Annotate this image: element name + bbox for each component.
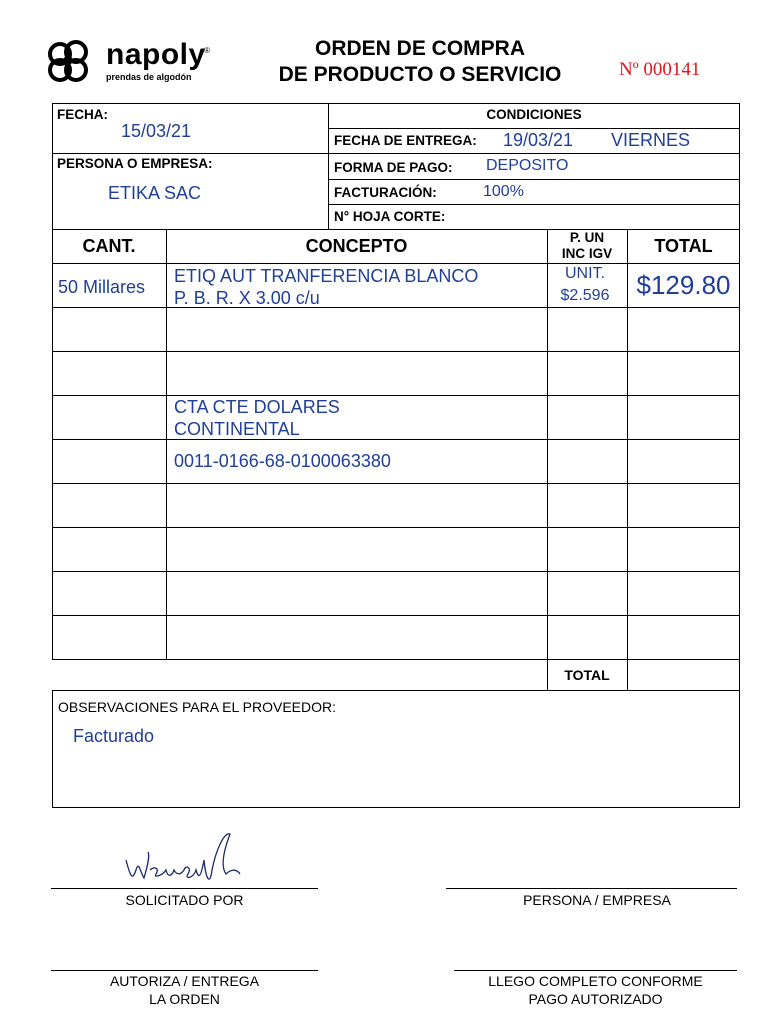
brand-name: napoly bbox=[106, 38, 206, 71]
handwritten-signature bbox=[120, 830, 250, 890]
bank-line2: CONTINENTAL bbox=[174, 419, 300, 439]
divider bbox=[328, 179, 740, 180]
fecha-entrega-label: FECHA DE ENTREGA: bbox=[334, 133, 477, 148]
brand-tagline: prendas de algodón bbox=[106, 72, 192, 82]
col-header-total: TOTAL bbox=[654, 236, 713, 256]
divider bbox=[52, 263, 740, 264]
item-cant: 50 Millares bbox=[58, 277, 146, 297]
divider bbox=[52, 615, 740, 616]
napoly-logo-icon bbox=[46, 40, 98, 84]
persona-value: ETIKA SAC bbox=[108, 183, 202, 203]
fecha-entrega-value: 19/03/21 bbox=[503, 130, 574, 150]
signature-line-llego bbox=[454, 970, 737, 971]
facturacion-value: 100% bbox=[483, 183, 524, 200]
divider bbox=[328, 204, 740, 205]
document-title-line1: ORDEN DE COMPRA bbox=[314, 37, 525, 60]
divider bbox=[52, 571, 740, 572]
col-header-punit-line1: P. UN bbox=[569, 230, 605, 245]
forma-pago-label: FORMA DE PAGO: bbox=[334, 160, 453, 175]
llego-label-line2: PAGO AUTORIZADO bbox=[528, 991, 663, 1007]
divider bbox=[52, 527, 740, 528]
brand-registered: ® bbox=[204, 46, 210, 55]
signature-line-solicitado bbox=[51, 888, 318, 889]
condiciones-title: CONDICIONES bbox=[486, 107, 582, 122]
divider bbox=[328, 103, 329, 230]
hoja-corte-label: N° HOJA CORTE: bbox=[334, 209, 446, 224]
item-concepto-line1: ETIQ AUT TRANFERENCIA BLANCO bbox=[174, 266, 479, 286]
signature-line-autoriza bbox=[51, 970, 318, 971]
divider bbox=[52, 351, 740, 352]
divider bbox=[52, 483, 740, 484]
divider bbox=[328, 128, 740, 129]
total-label: TOTAL bbox=[564, 667, 610, 683]
divider bbox=[328, 153, 740, 154]
llego-label-line1: LLEGO COMPLETO CONFORME bbox=[488, 973, 703, 989]
item-total: $129.80 bbox=[636, 270, 731, 300]
bank-line1: CTA CTE DOLARES bbox=[174, 397, 340, 417]
signature-line-persona bbox=[446, 888, 737, 889]
divider bbox=[52, 439, 740, 440]
col-header-concepto: CONCEPTO bbox=[305, 236, 408, 256]
fecha-label: FECHA: bbox=[57, 107, 108, 122]
item-punit-line1: UNIT. bbox=[565, 265, 605, 282]
divider bbox=[52, 153, 329, 154]
item-concepto-line2: P. B. R. X 3.00 c/u bbox=[174, 288, 320, 308]
fecha-entrega-day: VIERNES bbox=[611, 130, 691, 150]
item-punit-line2: $2.596 bbox=[560, 287, 610, 304]
persona-label: PERSONA O EMPRESA: bbox=[57, 156, 213, 171]
account-number: 0011-0166-68-0100063380 bbox=[174, 451, 391, 471]
divider bbox=[52, 307, 740, 308]
observaciones-label: OBSERVACIONES PARA EL PROVEEDOR: bbox=[58, 699, 337, 715]
fecha-value: 15/03/21 bbox=[121, 121, 192, 141]
col-header-cant: CANT. bbox=[82, 236, 136, 256]
order-number: Nº 000141 bbox=[619, 59, 701, 80]
divider bbox=[52, 395, 740, 396]
solicitado-por-label: SOLICITADO POR bbox=[125, 892, 244, 908]
document-title-line2: DE PRODUCTO O SERVICIO bbox=[278, 63, 562, 86]
divider bbox=[166, 229, 167, 660]
persona-empresa-label: PERSONA / EMPRESA bbox=[523, 892, 671, 908]
forma-pago-value: DEPOSITO bbox=[486, 157, 569, 174]
autoriza-label-line1: AUTORIZA / ENTREGA bbox=[109, 973, 260, 989]
facturacion-label: FACTURACIÓN: bbox=[334, 185, 437, 200]
autoriza-label-line2: LA ORDEN bbox=[149, 991, 220, 1007]
divider bbox=[739, 659, 740, 691]
col-header-punit-line2: INC IGV bbox=[561, 246, 613, 261]
observaciones-value: Facturado bbox=[73, 726, 155, 746]
